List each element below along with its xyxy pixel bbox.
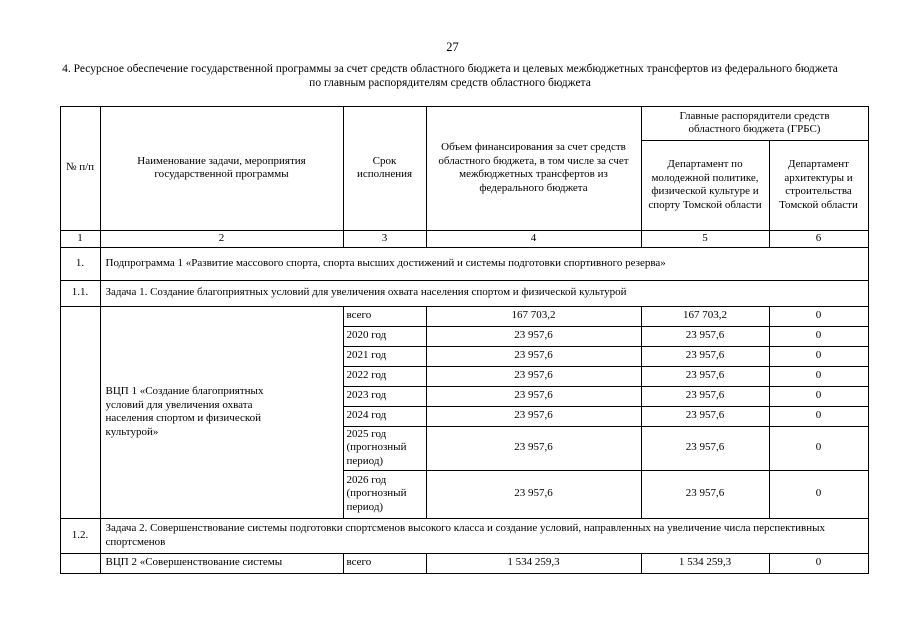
task-num: 1.1. [60,280,101,307]
section-title: 4. Ресурсное обеспечение государственной программы за счет средств областного бюджета и целевых межбюджетных трансфертов из федерального бюджета по главным распорядителям средств областного бюджета [62,63,838,89]
header-term: Срок исполнения [343,106,427,231]
dept2-cell: 0 [769,406,869,427]
subprogram-title: Подпрограмма 1 «Развитие массового спорта, спорта высших достижений и системы подготовки спортивного резерва» [100,247,869,281]
dept2-cell: 0 [769,366,869,387]
term-cell: 2026 год (прогнозный период) [343,470,427,519]
column-number: 5 [641,230,770,248]
dept1-cell: 1 534 259,3 [641,553,770,574]
dept2-cell: 0 [769,306,869,327]
dept2-cell: 0 [769,426,869,471]
column-number: 4 [426,230,642,248]
volume-cell: 23 957,6 [426,386,642,407]
row-num-empty [60,553,101,574]
header-volume: Объем финансирования за счет средств областного бюджета, в том числе за счет межбюджетных трансфертов из федерального бюджета [426,106,642,231]
dept1-cell: 23 957,6 [641,426,770,471]
volume-cell: 167 703,2 [426,306,642,327]
term-cell: 2022 год [343,366,427,387]
term-cell: 2025 год (прогнозный период) [343,426,427,471]
dept2-cell: 0 [769,346,869,367]
term-cell: всего [343,553,427,574]
term-cell: 2024 год [343,406,427,427]
page-number: 27 [446,40,459,54]
column-number: 3 [343,230,427,248]
dept1-cell: 23 957,6 [641,326,770,347]
task-title: Задача 1. Создание благоприятных условий для увеличения охвата населения спортом и физической культурой [100,280,869,307]
dept2-cell: 0 [769,386,869,407]
dept2-cell: 0 [769,326,869,347]
task-title: Задача 2. Совершенствование системы подготовки спортсменов высокого класса и создание условий, направленных на увеличение числа перспективных спортсменов [100,518,869,554]
header-num: № п/п [60,106,101,231]
column-number: 6 [769,230,869,248]
vcp-name: ВЦП 1 «Создание благоприятных условий для увеличения охвата населения спортом и физической культурой» [100,306,344,519]
term-cell: 2021 год [343,346,427,367]
dept1-cell: 23 957,6 [641,386,770,407]
header-dept1: Департамент по молодежной политике, физической культуре и спорту Томской области [641,140,770,231]
dept1-cell: 23 957,6 [641,406,770,427]
dept1-cell: 23 957,6 [641,346,770,367]
subprogram-num: 1. [60,247,101,281]
volume-cell: 23 957,6 [426,326,642,347]
volume-cell: 23 957,6 [426,346,642,367]
column-number: 2 [100,230,344,248]
volume-cell: 23 957,6 [426,366,642,387]
volume-cell: 23 957,6 [426,426,642,471]
term-cell: всего [343,306,427,327]
header-dept2: Департамент архитектуры и строительства Томской области [769,140,869,231]
term-cell: 2023 год [343,386,427,407]
dept1-cell: 167 703,2 [641,306,770,327]
term-cell: 2020 год [343,326,427,347]
vcp-name: ВЦП 2 «Совершенствование системы [100,553,344,574]
row-num-empty [60,306,101,519]
dept1-cell: 23 957,6 [641,366,770,387]
dept2-cell: 0 [769,553,869,574]
dept2-cell: 0 [769,470,869,519]
volume-cell: 23 957,6 [426,470,642,519]
dept1-cell: 23 957,6 [641,470,770,519]
volume-cell: 1 534 259,3 [426,553,642,574]
header-grbs: Главные распорядители средств областного бюджета (ГРБС) [641,106,869,141]
volume-cell: 23 957,6 [426,406,642,427]
header-name: Наименование задачи, мероприятия государственной программы [100,106,344,231]
column-number: 1 [60,230,101,248]
task-num: 1.2. [60,518,101,554]
